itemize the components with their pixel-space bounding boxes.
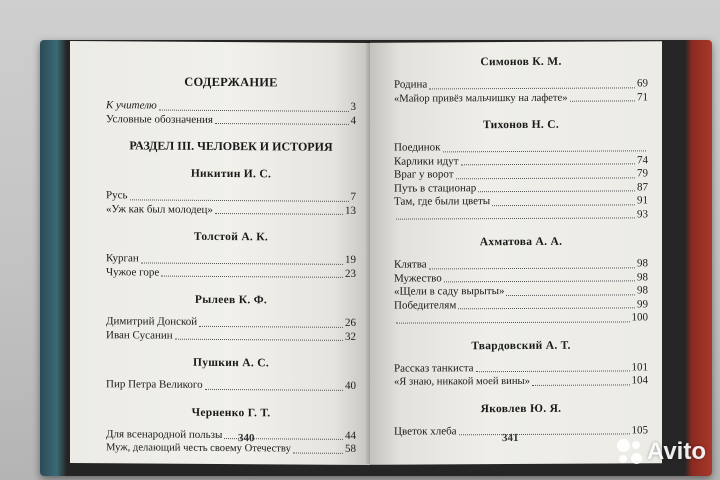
dot-leader bbox=[141, 262, 343, 264]
entry-page: 44 bbox=[345, 429, 356, 442]
entry-title: Димитрий Донской bbox=[106, 315, 198, 328]
toc-entry bbox=[394, 194, 648, 209]
dot-leader bbox=[459, 433, 630, 435]
contents-heading: СОДЕРЖАНИЕ bbox=[184, 74, 278, 90]
toc-entry bbox=[394, 271, 648, 286]
entry-title: Чужое горе bbox=[106, 265, 160, 279]
watermark-text: Avito bbox=[646, 438, 706, 465]
entry-page: 104 bbox=[631, 374, 648, 387]
dot-leader bbox=[396, 321, 630, 323]
toc-entry bbox=[394, 298, 648, 313]
toc-entry bbox=[106, 113, 356, 128]
entry-title: К учителю bbox=[106, 99, 157, 112]
dot-leader bbox=[130, 199, 349, 202]
author-name: Пушкин А. С. bbox=[193, 356, 269, 370]
entry-page: 40 bbox=[345, 379, 356, 392]
toc-entry bbox=[394, 181, 648, 196]
entry-page: 58 bbox=[345, 442, 356, 455]
author-name: Твардовский А. Т. bbox=[471, 339, 571, 352]
entry-page: 26 bbox=[345, 316, 356, 329]
author-name: Никитин И. С. bbox=[190, 167, 272, 181]
entry-title: Курган bbox=[106, 252, 139, 265]
dot-leader bbox=[159, 109, 349, 111]
entry-page: 98 bbox=[637, 270, 648, 283]
entry-title: Мужество bbox=[394, 271, 442, 285]
entry-title: Пир Петра Великого bbox=[106, 378, 203, 391]
entry-title: Для всенародной пользы bbox=[106, 427, 223, 441]
entry-title: Клятва bbox=[394, 258, 427, 271]
toc-entry bbox=[394, 77, 648, 92]
toc-entry bbox=[394, 374, 648, 389]
toc-entry bbox=[106, 378, 356, 393]
dot-leader bbox=[396, 217, 635, 219]
dot-leader bbox=[429, 267, 635, 269]
author-name: Симонов К. М. bbox=[480, 55, 562, 69]
author-name: Черненко Г. Т. bbox=[191, 406, 271, 419]
entry-page: 74 bbox=[637, 153, 648, 166]
dot-leader bbox=[476, 370, 630, 372]
dot-leader bbox=[506, 294, 635, 296]
dot-leader bbox=[456, 177, 635, 179]
toc-entry bbox=[106, 266, 356, 281]
toc-entry bbox=[394, 208, 648, 223]
toc-entry bbox=[394, 91, 648, 106]
page-number: 340 bbox=[238, 432, 255, 445]
entry-page: 93 bbox=[637, 207, 648, 220]
entry-page: 87 bbox=[637, 180, 648, 193]
toc-entry bbox=[394, 424, 648, 439]
page-number: 341 bbox=[502, 431, 519, 445]
entry-page: 100 bbox=[631, 311, 648, 324]
dot-leader bbox=[532, 384, 630, 386]
entry-title: Путь в стационар bbox=[394, 181, 477, 195]
entry-page: 23 bbox=[345, 267, 356, 280]
toc-entry bbox=[394, 284, 648, 299]
intro-list bbox=[106, 99, 356, 128]
author-name: Тихонов Н. С. bbox=[482, 118, 560, 132]
entry-title: «Я знаю, никакой моей вины» bbox=[394, 375, 530, 388]
entry-title: Иван Сусанин bbox=[106, 328, 173, 342]
entry-page: 69 bbox=[637, 77, 648, 90]
entry-page: 71 bbox=[637, 90, 648, 103]
dot-leader bbox=[199, 325, 343, 327]
entry-page: 105 bbox=[631, 423, 648, 436]
entry-title: Муж, делающий честь своему Отечеству bbox=[106, 442, 291, 455]
avito-watermark bbox=[617, 438, 706, 466]
entry-title: «Майор привёз мальчишку на лафете» bbox=[394, 92, 568, 105]
entry-title: Там, где были цветы bbox=[394, 195, 491, 208]
dot-leader bbox=[570, 100, 635, 101]
entry-title: «Щели в саду вырыты» bbox=[394, 285, 505, 298]
right-page bbox=[370, 41, 662, 465]
entry-title: Цветок хлеба bbox=[394, 424, 457, 438]
entry-title: «Уж как был молодец» bbox=[106, 202, 213, 216]
toc-entry bbox=[394, 167, 648, 182]
entry-title: Рассказ танкиста bbox=[394, 361, 474, 375]
dot-leader bbox=[175, 339, 343, 341]
author-name: Ахматова А. А. bbox=[479, 235, 563, 249]
toc-entry bbox=[394, 140, 648, 155]
toc-entry bbox=[394, 311, 648, 326]
author-name: Яковлев Ю. Я. bbox=[480, 402, 562, 415]
dot-leader bbox=[205, 388, 343, 390]
dot-leader bbox=[443, 150, 646, 152]
entry-title: Победителям bbox=[394, 298, 457, 312]
entry-title: Карлики идут bbox=[394, 154, 459, 168]
dot-leader bbox=[215, 123, 349, 125]
dot-leader bbox=[461, 163, 635, 165]
avito-logo-icon bbox=[617, 439, 643, 465]
entry-title: Русь bbox=[106, 189, 128, 202]
entry-title: Враг у ворот bbox=[394, 168, 454, 181]
dot-leader bbox=[161, 276, 343, 278]
entry-page: 32 bbox=[345, 330, 356, 343]
toc-entry bbox=[394, 257, 648, 272]
author-name: Рылеев К. Ф. bbox=[194, 293, 268, 307]
entry-page: 3 bbox=[350, 100, 356, 113]
entry-page: 7 bbox=[350, 190, 356, 203]
toc-entry bbox=[106, 203, 356, 218]
dot-leader bbox=[293, 452, 343, 453]
entry-page: 99 bbox=[637, 297, 648, 310]
dot-leader bbox=[444, 280, 635, 282]
dot-leader bbox=[215, 213, 343, 215]
dot-leader bbox=[458, 307, 635, 309]
entry-page: 4 bbox=[350, 114, 356, 127]
section-title: РАЗДЕЛ III. ЧЕЛОВЕК И ИСТОРИЯ bbox=[129, 138, 333, 154]
entry-page: 98 bbox=[637, 284, 648, 297]
entry-title: Условные обозначения bbox=[106, 112, 213, 126]
toc-entry bbox=[394, 361, 648, 376]
toc-entry bbox=[394, 154, 648, 169]
entry-page: 98 bbox=[637, 257, 648, 270]
entry-title: Родина bbox=[394, 78, 428, 91]
entry-page: 79 bbox=[637, 167, 648, 180]
dot-leader bbox=[429, 87, 635, 89]
author-name: Толстой А. К. bbox=[193, 230, 269, 244]
entry-title: Поединок bbox=[394, 141, 441, 154]
entry-page: 101 bbox=[631, 360, 648, 373]
toc-entry bbox=[106, 441, 356, 456]
toc-entry bbox=[106, 329, 356, 344]
dot-leader bbox=[478, 190, 635, 192]
entry-page: 13 bbox=[345, 204, 356, 217]
entry-page: 91 bbox=[637, 194, 648, 207]
entry-page: 19 bbox=[345, 253, 356, 266]
dot-leader bbox=[492, 204, 635, 206]
left-page bbox=[70, 41, 370, 465]
